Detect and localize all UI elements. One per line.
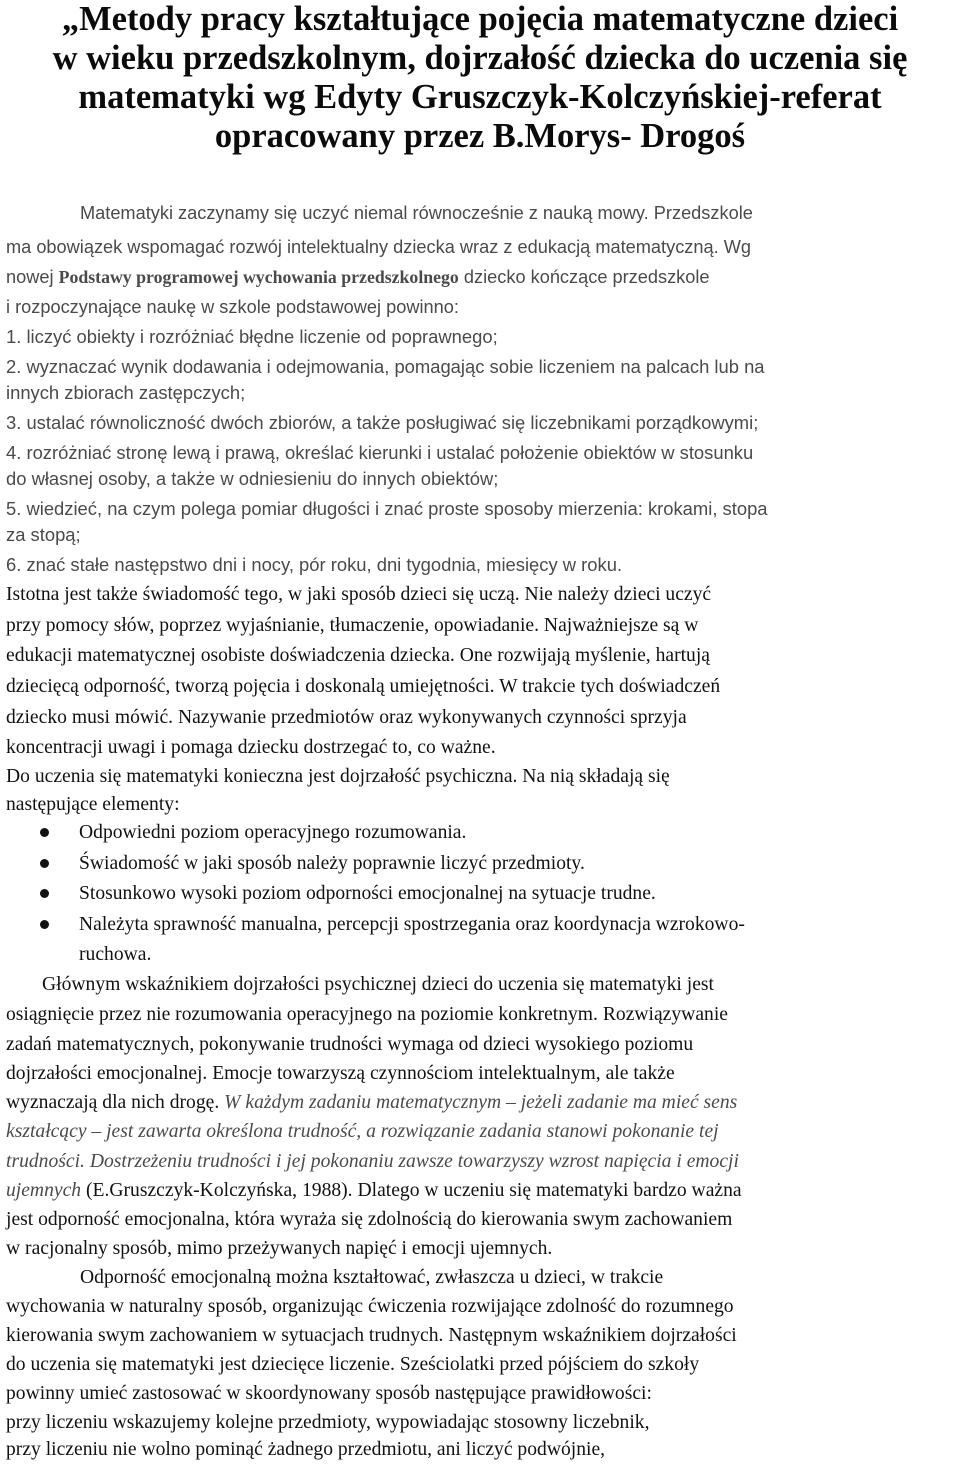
paragraph-line: powinny umieć zastosować w skoordynowany sposób następujące prawidłowości:: [6, 1383, 652, 1404]
italic-quote-line: kształcący – jest zawarta określona trudność, a rozwiązanie zadania stanowi pokonanie tej: [6, 1121, 719, 1142]
bullet-item: Świadomość w jaki sposób należy poprawnie liczyć przedmioty.: [79, 853, 585, 874]
numbered-item: 6. znać stałe następstwo dni i nocy, pór roku, dni tygodnia, miesięcy w roku.: [6, 554, 623, 575]
paragraph-line: dojrzałości emocjonalnej. Emocje towarzyszą czynnościom intelektualnym, ale także: [6, 1063, 675, 1084]
paragraph-line: przy pomocy słów, poprzez wyjaśnianie, tłumaczenie, opowiadanie. Najważniejsze są w: [6, 615, 699, 636]
numbered-item: 3. ustalać równoliczność dwóch zbiorów, a także posługiwać się liczebnikami porządkowymi;: [6, 412, 759, 433]
bullet-item: Odpowiedni poziom operacyjnego rozumowania.: [79, 822, 467, 843]
intro-text: dziecko kończące przedszkole: [463, 267, 710, 287]
italic-quote: W każdym zadaniu matematycznym – jeżeli zadanie ma mieć sens: [224, 1092, 738, 1113]
bullet-item: Stosunkowo wysoki poziom odporności emocjonalnej na sytuacje trudne.: [79, 883, 656, 904]
paragraph-line: [6, 1090, 737, 1116]
title-line: w wieku przedszkolnym, dojrzałość dziecka do uczenia się: [52, 39, 908, 77]
paragraph-line: Odporność emocjonalną można kształtować, zwłaszcza u dzieci, w trakcie: [80, 1267, 664, 1288]
numbered-item: 5. wiedzieć, na czym polega pomiar długości i znać proste sposoby mierzenia: krokami, stopa: [6, 498, 768, 519]
title-line: matematyki wg Edyty Gruszczyk-Kolczyńskiej-referat: [78, 78, 882, 116]
paragraph-line: do uczenia się matematyki jest dziecięce liczenie. Sześciolatki przed pójściem do szkoły: [6, 1354, 700, 1375]
paragraph-line: Istotna jest także świadomość tego, w jaki sposób dzieci się uczą. Nie należy dzieci uczyć: [6, 584, 712, 605]
intro-text: nowej: [6, 267, 54, 287]
title-line: „Metody pracy kształtujące pojęcia matematyczne dzieci: [61, 0, 899, 38]
paragraph-line: przy liczeniu nie wolno pominąć żadnego przedmiotu, ani liczyć podwójnie,: [6, 1439, 606, 1460]
italic-quote-line: trudności. Dostrzeżeniu trudności i jej pokonaniu zawsze towarzyszy wzrost napięcia i emocji: [6, 1151, 739, 1172]
intro-line: Matematyki zaczynamy się uczyć niemal równocześnie z nauką mowy. Przedszkole: [80, 203, 753, 223]
intro-line: [6, 264, 710, 290]
bullet-icon: [40, 828, 49, 837]
paragraph-line: przy liczeniu wskazujemy kolejne przedmioty, wypowiadając stosowny liczebnik,: [6, 1412, 650, 1433]
paragraph-line: dziecięcą odporność, tworzą pojęcia i doskonalą umiejętności. W trakcie tych doświadczeń: [6, 676, 721, 697]
paragraph-line: Głównym wskaźnikiem dojrzałości psychicznej dzieci do uczenia się matematyki jest: [42, 974, 714, 995]
italic-quote: ujemnych: [6, 1180, 82, 1201]
paragraph-line: osiągnięcie przez nie rozumowania operacyjnego na poziomie konkretnym. Rozwiązywanie: [6, 1004, 728, 1025]
document-title: [0, 0, 960, 156]
paragraph-line: dziecko musi mówić. Nazywanie przedmiotów oraz wykonywanych czynności sprzyja: [6, 707, 687, 728]
paragraph-line: jest odporność emocjonalna, która wyraża się zdolnością do kierowania swym zachowaniem: [6, 1209, 733, 1230]
paragraph-line: Do uczenia się matematyki konieczna jest dojrzałość psychiczna. Na nią składają się: [6, 766, 670, 787]
numbered-item-cont: za stopą;: [6, 524, 81, 545]
citation-text: (E.Gruszczyk-Kolczyńska, 1988). Dlatego w uczeniu się matematyki bardzo ważna: [85, 1180, 742, 1201]
paragraph-line: następujące elementy:: [6, 794, 180, 815]
numbered-item: 1. liczyć obiekty i rozróżniać błędne liczenie od poprawnego;: [6, 326, 498, 347]
intro-line: ma obowiązek wspomagać rozwój intelektualny dziecka wraz z edukacją matematyczną. Wg: [6, 237, 752, 257]
paragraph-line: koncentracji uwagi i pomaga dziecku dostrzegać to, co ważne.: [6, 737, 496, 758]
core-curriculum-title: Podstawy programowej wychowania przedszkolnego: [58, 267, 459, 287]
intro-line: i rozpoczynające naukę w szkole podstawowej powinno:: [6, 297, 459, 317]
paragraph-line: kierowania swym zachowaniem w sytuacjach trudnych. Następnym wskaźnikiem dojrzałości: [6, 1325, 737, 1346]
paragraph-line: zadań matematycznych, pokonywanie trudności wymaga od dzieci wysokiego poziomu: [6, 1034, 694, 1055]
numbered-item-cont: do własnej osoby, a także w odniesieniu do innych obiektów;: [6, 468, 499, 489]
paragraph-line: [6, 1178, 742, 1204]
bullet-icon: [40, 859, 49, 868]
paragraph-line: edukacji matematycznej osobiste doświadczenia dziecka. One rozwijają myślenie, hartują: [6, 645, 710, 666]
title-line: opracowany przez B.Morys- Drogoś: [214, 117, 746, 155]
numbered-item: 4. rozróżniać stronę lewą i prawą, określać kierunki i ustalać położenie obiektów w stosunku: [6, 442, 754, 463]
bullet-icon: [40, 920, 49, 929]
numbered-item: 2. wyznaczać wynik dodawania i odejmowania, pomagając sobie liczeniem na palcach lub na: [6, 356, 765, 377]
bullet-item: Należyta sprawność manualna, percepcji spostrzegania oraz koordynacja wzrokowo-: [79, 914, 745, 935]
paragraph-line: w racjonalny sposób, mimo przeżywanych napięć i emocji ujemnych.: [6, 1238, 553, 1259]
bullet-item-cont: ruchowa.: [79, 944, 152, 965]
bullet-icon: [40, 889, 49, 898]
paragraph-line: wychowania w naturalny sposób, organizując ćwiczenia rozwijające zdolność do rozumnego: [6, 1296, 734, 1317]
paragraph-text: wyznaczają dla nich drogę.: [6, 1092, 220, 1113]
numbered-item-cont: innych zbiorach zastępczych;: [6, 382, 246, 403]
